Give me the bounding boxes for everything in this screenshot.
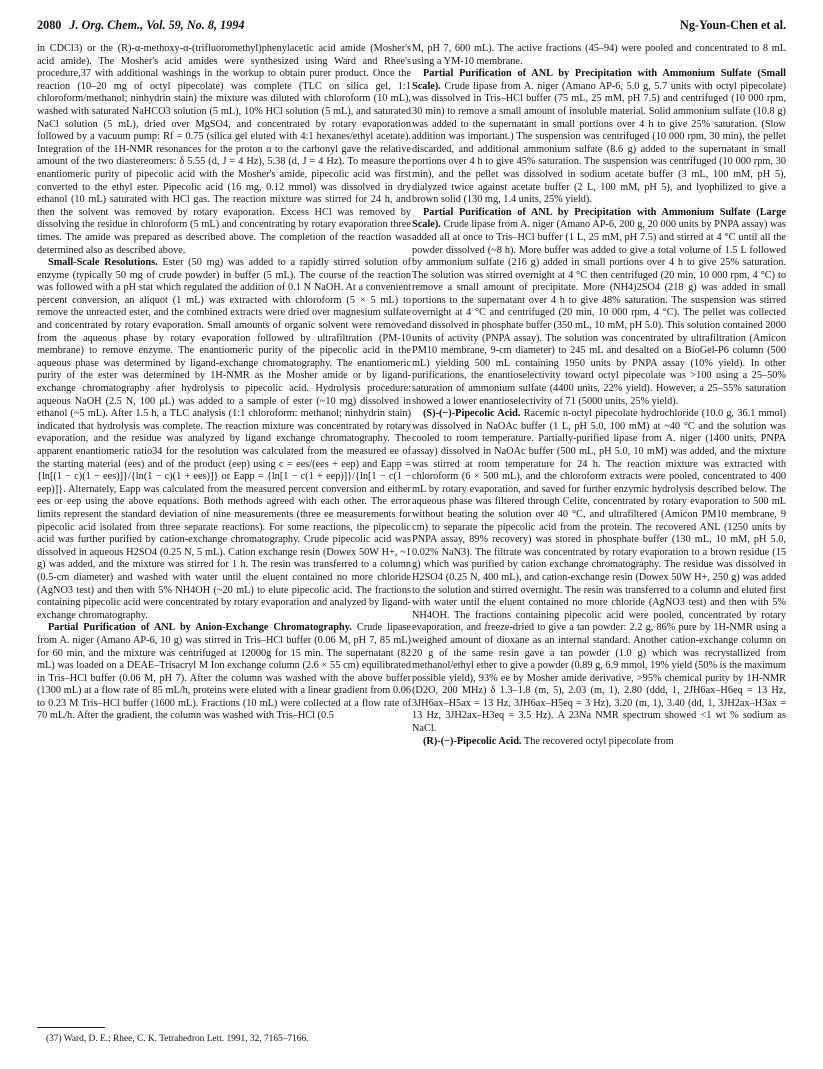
paragraph: (S)-(−)-Pipecolic Acid. Racemic n-octyl pipecolate hydrochloride (10.0 g, 36.1 mmol) was dissolved in NaOAc buffer (1 L, pH 5.0, 100 mM) at ~40 °C and the solution was cooled to room temperature. Partially-purified lipase from A. niger (1400 units, PNPA assay) dissolved in NaOAc buffer (500 mL, pH 5.0, 10 mM) was added, and the mixture was stirred at room temperature for 24 h. The reaction mixture was extracted with chloroform (6 × 500 mL), and the chloroform extracts were pooled, concentrated to 400 mL by rotary evaporation, and saved for further enzymic hydrolysis described below. The aqueous phase was filtered through Celite, concentrated by rotary evaporation to 500 mL without heating the solution over 40 °C, and ultrafiltered (Amicon PM10 membrane, 9 cm) to separate the pipecolic acid from the protein. The recovered ANL (1250 units by PNPA assay, 89% recovery) was stored in phosphate buffer (130 mL, 10 mM, pH 5.0, 0.02% NaN3). The filtrate was concentrated by rotary evaporation to a brown residue (15 g) which was purified by cation exchange chromatography. The residue was dissolved in H2SO4 (0.25 N, 400 mL), and cation-exchange resin (Dowex 50W H+, 250 g) was added to the solution and stirred overnight. The resin was transferred to a column and eluted first with water until the eluent contained no more chloride (AgNO3 test) and then with 5% NH4OH. The fractions containing pipecolic acid were pooled, concentrated by rotary evaporation, and freeze-dried to give a tan powder: 2.2 g, 86% pure by 1H-NMR using a weighed amount of dioxane as an internal standard. Another cation-exchange column on 20 g of the same resin gave a tan powder (1.0 g) which was recrystallized from methanol/ethyl ether to give a powder (0.89 g, 6.9 mmol, 19% yield (50% is the maximum possible yield), 93% ee by Mosher amide derivative, >95% chemical purity by 1H-NMR (D2O, 200 MHz) δ 1.3–1.8 (m, 5), 2.03 (m, 1), 2.80 (ddd, 1, 2JH6ax–H6eq = 13 Hz, 3JH6ax–H5ax = 13 Hz, 3JH6ax–H5eq = 3 Hz), 3.20 (m, 1), 3.40 (dd, 1, 3JH2ax–H3ax = 13 Hz, 3JH2ax–H3eq = 3.5 Hz). A 23Na NMR spectrum showed <1 wt % sodium as NaCl. (412, 408, 786, 735)
paragraph: in CDCl3) or the (R)-α-methoxy-α-(trifluoromethyl)phenylacetic acid amide (Mosher's acid amide). The Mosher's acid amides were synthesized using Ward and Rhee's procedure,37 with additional washings in the workup to obtain purer product. Once the reaction (10–20 mg of octyl pipecolate) was complete (TLC on silica gel, 1:1 chloroform/methanol; ninhydrin stain) the mixture was diluted with chloroform (10 mL), washed with saturated NaHCO3 solution (5 mL), 10% HCl solution (5 mL), and saturated NaCl solution (5 mL), dried over MgSO4, and concentrated by rotary evaporation followed by a vacuum pump: Rf = 0.75 (silica gel eluted with 4:1 hexanes/ethyl acetate). Integration of the 1H-NMR resonances for the proton α to the carbonyl gave the relative amount of the two diastereomers: δ 5.55 (d, J = 4 Hz), 5.38 (d, J = 4 Hz). To measure the enantiomeric purity of pipecolic acid with the Mosher's amide, pipecolic acid was first converted to the ethyl ester. Pipecolic acid (16 mg, 0.12 mmol) was dissolved in dry ethanol (10 mL) saturated with HCl gas. The reaction mixture was stirred for 24 h, and then the solvent was removed by rotary evaporation. Excess HCl was removed by dissolving the residue in chloroform (5 mL) and concentrating by rotary evaporation three times. The amide was prepared as described above. The completion of the reaction was determined also as described above. (37, 43, 411, 256)
paragraph: Partial Purification of ANL by Anion-Exchange Chromatography. Crude lipase from A. niger (Amano AP-6, 10 g) was stirred in Tris–HCl buffer (0.06 M, pH 7, 85 mL) for 60 min, and the mixture was centrifuged at 12000g for 15 min. The supernatant (82 mL) was loaded on a DEAE–Trisacryl M Ion exchange column (2.6 × 55 cm) equilibrated in Tris–HCl buffer (0.06 M, pH 7). After the column was washed with the above buffer (1300 mL) at a flow rate of 85 mL/h, proteins were eluted with a linear gradient from 0.06 to 0.23 M Tris–HCl buffer (1600 mL). Fractions (10 mL) were collected at a flow rate of 70 mL/h. After the gradient, the column was washed with Tris–HCl (0.5 (37, 622, 412, 722)
paragraph: (R)-(−)-Pipecolic Acid. The recovered octyl pipecolate from (423, 735, 674, 747)
paragraph-heading: (R)-(−)-Pipecolic Acid. (423, 735, 522, 747)
right-column (412, 43, 786, 748)
paragraph-heading: Partial Purification of ANL by Anion-Exchange Chromatography. (48, 622, 352, 634)
paragraph-heading: Partial Purification of ANL by Precipitation with Ammonium Sulfate (Small Scale). (412, 68, 786, 92)
paragraph: M, pH 7, 600 mL). The active fractions (45–94) were pooled and concentrated to 8 mL using a YM-10 membrane. (412, 43, 786, 67)
paragraph: Small-Scale Resolutions. Ester (50 mg) was added to a rapidly stirred solution of enzyme (typically 50 mg of crude powder) in buffer (5 mL). The course of the reaction was followed with a pH stat which regulated the addition of 0.1 N NaOH. At a convenient percent conversion, an aliquot (1 mL) was extracted with chloroform (5 × 5 mL) to remove the unreacted ester, and the combined extracts were dried over magnesium sulfate and concentrated by rotary evaporation. Small amounts of organic solvent were removed from the aqueous phase by rotary evaporation followed by ultrafiltration (PM-10 membrane) to remove enzyme. The enantiomeric purity of the pipecolic acid in the aqueous phase was determined by ligand-exchange chromatography. The enantiomeric purity of the ester was determined by 1H-NMR as the Mosher amide or by ligand-exchange chromatography after hydrolysis to pipecolic acid. Hydrolysis procedure: aqueous NaOH (2.5 N, 100 μL) was added to a sample of ester (~10 mg) dissolved in ethanol (~5 mL). After 1.5 h, a TLC analysis (1:1 chloroform: methanol; ninhydrin stain) indicated that hydrolysis was complete. The reaction mixture was concentrated by rotary evaporation, and the residue was analyzed by ligand exchange chromatography. The apparent enantiomeric ratio34 for the resolution was calculated from the measured ee of the starting material (ees) and of the product (eep) using c = ees/(ees + eep) and Eapp = {ln[(1 − c)(1 − ees)]}/{ln(1 − c)(1 + ees)]} or Eapp = {ln[1 − c(1 + eep)]}/{ln[1 − c(1 − eep)]}. Alternately, Eapp was calculated from the measured percent conversion and either ees or eep using the above equations. Both methods agreed with each other. The error limits represent the standard deviation of nine measurements (three ee measurements for pipecolic acid isolated from three separate reactions). For some reactions, the pipecolic acid was further purified by cation-exchange chromatography. Crude pipecolic acid was dissolved in aqueous H2SO4 (0.25 N, 5 mL). Cation exchange resin (Dowex 50W H+, ~1 g) was added, and the mixture was stirred for 1 h. The resin was transferred to a column (0.5-cm diameter) and washed with water until the eluent contained no more chloride (AgNO3 test) and then with 5% NH4OH (~20 mL) to elute pipecolic acid. The fractions containing pipecolic acid were concentrated by rotary evaporation and analyzed by ligand-exchange chromatography. (37, 257, 411, 621)
running-header (37, 14, 786, 36)
footnote-divider (37, 1027, 105, 1028)
paragraph: Partial Purification of ANL by Precipitation with Ammonium Sulfate (Small Scale). Crude lipase from A. niger (Amano AP-6, 5.0 g, 5.7 units with octyl pipecolate) was dissolved in Tris–HCl buffer (75 mL, 25 mM, pH 7.5) and centrifuged (10 000 rpm, 30 min) to remove a small amount of insoluble material. Solid ammonium sulfate (10.8 g) was added to the supernatant in small portions over 4 h to give 25% saturation. (Slow addition was important.) The suspension was centrifuged (10 000 rpm, 30 min), the pellet discarded, and additional ammonium sulfate (8.6 g) added to the supernatant in small portions over 4 h to give 45% saturation. The suspension was centrifuged (10 000 rpm, 30 min), and the pellet was dissolved in sodium acetate buffer (3 mL, 100 mM, pH 5), dialyzed twice against acetate buffer (2 L, 100 mM, pH 5), and lyophilized to give a brown solid (130 mg, 1.4 units, 25% yield). (412, 68, 787, 206)
left-column (37, 43, 411, 723)
paragraph-heading: (S)-(−)-Pipecolic Acid. (423, 408, 521, 420)
journal-citation: J. Org. Chem., Vol. 59, No. 8, 1994 (69, 18, 245, 32)
footnote: (37) Ward, D. E.; Rhee, C. K. Tetrahedron Lett. 1991, 32, 7165–7166. (46, 1034, 309, 1044)
paragraph-heading: Partial Purification of ANL by Precipitation with Ammonium Sulfate (Large Scale). (412, 206, 786, 231)
author-running-head: Ng-Youn-Chen et al. (680, 18, 786, 32)
paragraph: Partial Purification of ANL by Precipitation with Ammonium Sulfate (Large Scale). Crude lipase from A. niger (Amano AP-6, 200 g, 20 000 units by PNPA assay) was added all at once to Tris–HCl buffer (1 L, 25 mM, pH 7.5) and stirred at 4 °C until all the powder dissolved (~8 h). More buffer was added to give a total volume of 1.5 L followed by ammonium sulfate (216 g) added in small portions over 4 h to give 25% saturation. The solution was stirred overnight at 4 °C then centrifuged (20 min, 10 000 rpm, 4 °C) to remove a small amount of precipitate. More (NH4)2SO4 (218 g) was added in small portions to the supernatant over 4 h to give 48% saturation. The suspension was stirred overnight at 4 °C and centrifuged (20 min, 10 000 rpm, 4 °C). The pellet was collected and dissolved in phosphate buffer (350 mL, 10 mM, pH 5.0). This solution contained 2000 units of activity (PNPA assay). The solution was concentrated by ultrafiltration (Amicon PM10 membrane, 9-cm diameter) to 245 mL and desalted on a BioGel-P6 column (500 mL) yielding 500 mL containing 1950 units by PNPA assay (10% yield). In other purifications, the enantioselectivity toward octyl pipecolate was >100 using a 25–50% saturation of ammonium sulfate (4400 units, 22% yield). However, a 25–55% saturation showed a lower enantioselectivity of 71 (5000 units, 25% yield). (412, 206, 787, 407)
paragraph-heading: Small-Scale Resolutions. (48, 257, 158, 269)
page-number: 2080 (37, 18, 62, 32)
